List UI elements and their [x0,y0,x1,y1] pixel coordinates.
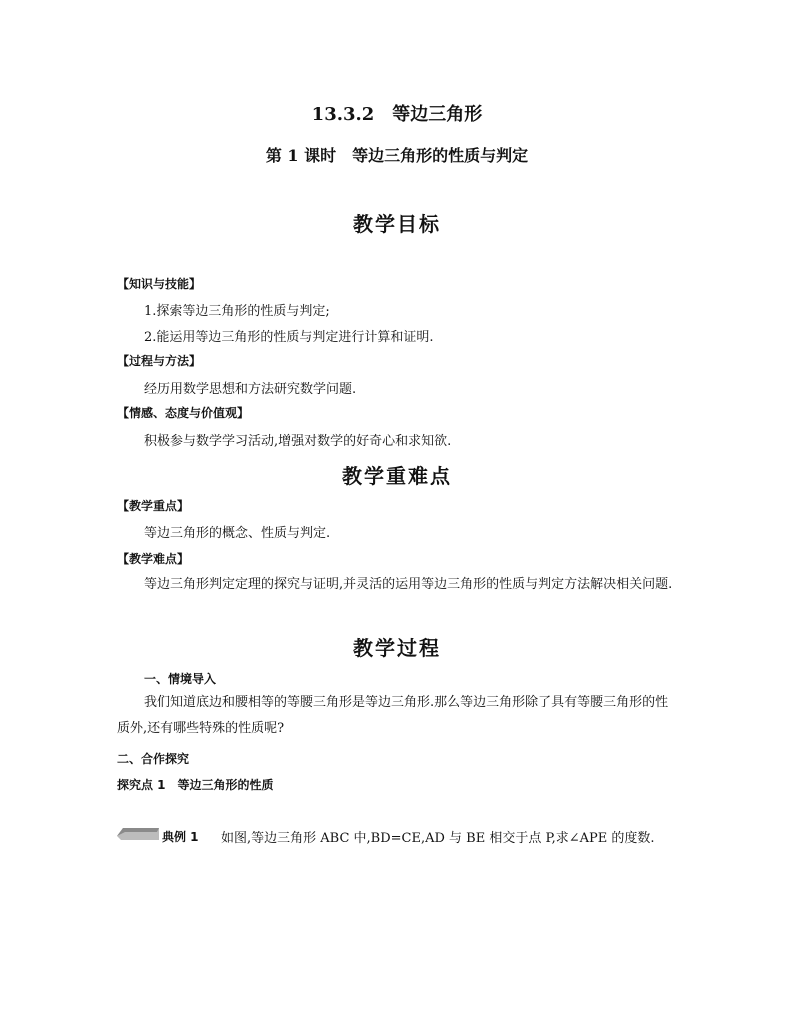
focus-text: 等边三角形的概念、性质与判定. [144,526,331,541]
difficulty-text: 等边三角形判定定理的探究与证明,并灵活的运用等边三角形的性质与判定方法解决相关问题. [144,577,673,592]
knowledge-label: 【知识与技能】 [117,277,202,291]
explore-point-label: 探究点 1 等边三角形的性质 [117,778,274,792]
difficulty-label: 【教学难点】 [117,552,190,566]
example-text: 如图,等边三角形 ABC 中,BD=CE,AD 与 BE 相交于点 P,求∠APE 的度数. [208,831,655,846]
example-marker-icon [117,826,159,842]
process-method-text: 经历用数学思想和方法研究数学问题. [144,382,357,397]
objectives-heading: 教学目标 [353,212,441,236]
document-subtitle: 第 1 课时 等边三角形的性质与判定 [265,146,529,165]
focus-label: 【教学重点】 [117,499,190,513]
emotion-text: 积极参与数学学习活动,增强对数学的好奇心和求知欲. [144,434,452,449]
emotion-label: 【情感、态度与价值观】 [117,406,250,420]
knowledge-item-1: 1.探索等边三角形的性质与判定; [144,304,330,319]
section2-label: 二、合作探究 [117,752,190,766]
example-label: 典例 1 [162,830,199,844]
key-points-heading: 教学重难点 [342,464,452,488]
section1-label: 一、情境导入 [144,672,217,686]
document-title: 13.3.2 等边三角形 [311,104,483,125]
process-method-label: 【过程与方法】 [117,354,202,368]
process-heading: 教学过程 [353,636,441,660]
section1-text: 我们知道底边和腰相等的等腰三角形是等边三角形.那么等边三角形除了具有等腰三角形的性质外,还有哪些特殊的性质呢? [117,695,669,736]
knowledge-item-2: 2.能运用等边三角形的性质与判定进行计算和证明. [144,330,434,345]
